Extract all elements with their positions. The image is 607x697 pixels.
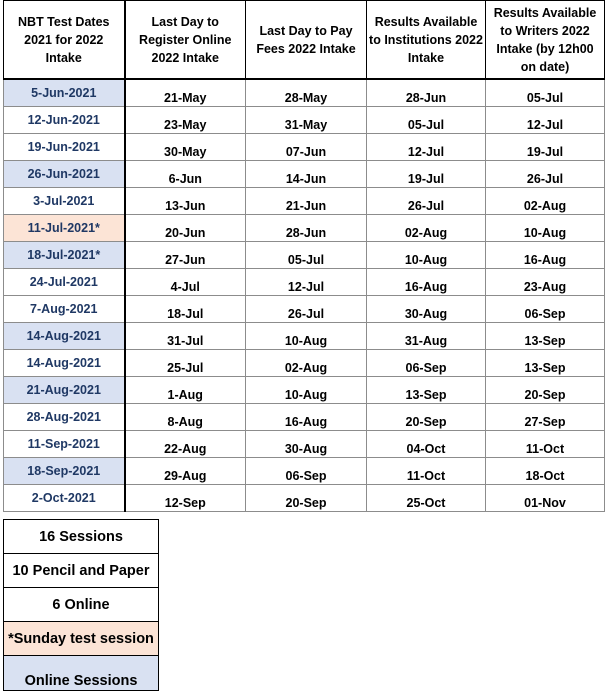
table-row bbox=[4, 161, 605, 188]
test-date: 19-Jun-2021 bbox=[4, 134, 125, 161]
institutions-date: 06-Sep bbox=[367, 350, 486, 377]
test-date: 18-Sep-2021 bbox=[4, 458, 125, 485]
test-date: 28-Aug-2021 bbox=[4, 404, 125, 431]
institutions-date: 30-Aug bbox=[367, 296, 486, 323]
fees-date: 26-Jul bbox=[246, 296, 367, 323]
institutions-date: 20-Sep bbox=[367, 404, 486, 431]
register-date: 4-Jul bbox=[125, 269, 246, 296]
table-row bbox=[4, 350, 605, 377]
fees-date: 12-Jul bbox=[246, 269, 367, 296]
table-row bbox=[4, 296, 605, 323]
fees-date: 05-Jul bbox=[246, 242, 367, 269]
institutions-date: 25-Oct bbox=[367, 485, 486, 512]
register-date: 31-Jul bbox=[125, 323, 246, 350]
writers-date: 01-Nov bbox=[486, 485, 605, 512]
institutions-date: 11-Oct bbox=[367, 458, 486, 485]
writers-date: 19-Jul bbox=[486, 134, 605, 161]
legend-pencil-paper: 10 Pencil and Paper bbox=[4, 554, 159, 588]
test-date: 3-Jul-2021 bbox=[4, 188, 125, 215]
legend-sunday-session: *Sunday test session bbox=[4, 622, 159, 656]
fees-date: 31-May bbox=[246, 107, 367, 134]
fees-date: 30-Aug bbox=[246, 431, 367, 458]
institutions-date: 31-Aug bbox=[367, 323, 486, 350]
register-date: 6-Jun bbox=[125, 161, 246, 188]
register-date: 13-Jun bbox=[125, 188, 246, 215]
fees-date: 06-Sep bbox=[246, 458, 367, 485]
institutions-date: 26-Jul bbox=[367, 188, 486, 215]
table-row bbox=[4, 134, 605, 161]
table-row bbox=[4, 404, 605, 431]
writers-date: 27-Sep bbox=[486, 404, 605, 431]
writers-date: 13-Sep bbox=[486, 350, 605, 377]
fees-date: 16-Aug bbox=[246, 404, 367, 431]
fees-date: 02-Aug bbox=[246, 350, 367, 377]
register-date: 25-Jul bbox=[125, 350, 246, 377]
header-pay-fees: Last Day to Pay Fees 2022 Intake bbox=[246, 1, 367, 80]
fees-date: 07-Jun bbox=[246, 134, 367, 161]
register-date: 22-Aug bbox=[125, 431, 246, 458]
institutions-date: 10-Aug bbox=[367, 242, 486, 269]
header-results-institutions: Results Available to Institutions 2022 Intake bbox=[367, 1, 486, 80]
session-legend bbox=[3, 519, 159, 691]
table-row bbox=[4, 458, 605, 485]
legend-total-sessions: 16 Sessions bbox=[4, 520, 159, 554]
register-date: 12-Sep bbox=[125, 485, 246, 512]
test-date: 11-Sep-2021 bbox=[4, 431, 125, 458]
header-test-dates: NBT Test Dates 2021 for 2022 Intake bbox=[4, 1, 125, 80]
table-row bbox=[4, 377, 605, 404]
header-results-writers: Results Available to Writers 2022 Intake (by 12h00 on date) bbox=[486, 1, 605, 80]
fees-date: 21-Jun bbox=[246, 188, 367, 215]
register-date: 20-Jun bbox=[125, 215, 246, 242]
writers-date: 13-Sep bbox=[486, 323, 605, 350]
institutions-date: 13-Sep bbox=[367, 377, 486, 404]
table-row bbox=[4, 79, 605, 107]
institutions-date: 28-Jun bbox=[367, 79, 486, 107]
table-row bbox=[4, 215, 605, 242]
writers-date: 16-Aug bbox=[486, 242, 605, 269]
test-date: 26-Jun-2021 bbox=[4, 161, 125, 188]
writers-date: 05-Jul bbox=[486, 79, 605, 107]
nbt-schedule-table bbox=[3, 0, 605, 512]
register-date: 21-May bbox=[125, 79, 246, 107]
institutions-date: 19-Jul bbox=[367, 161, 486, 188]
institutions-date: 05-Jul bbox=[367, 107, 486, 134]
writers-date: 18-Oct bbox=[486, 458, 605, 485]
writers-date: 23-Aug bbox=[486, 269, 605, 296]
legend-online-sessions: Online Sessions bbox=[4, 656, 159, 691]
writers-date: 02-Aug bbox=[486, 188, 605, 215]
header-register-online: Last Day to Register Online 2022 Intake bbox=[125, 1, 246, 80]
test-date: 7-Aug-2021 bbox=[4, 296, 125, 323]
writers-date: 26-Jul bbox=[486, 161, 605, 188]
institutions-date: 16-Aug bbox=[367, 269, 486, 296]
fees-date: 14-Jun bbox=[246, 161, 367, 188]
test-date: 18-Jul-2021* bbox=[4, 242, 125, 269]
institutions-date: 02-Aug bbox=[367, 215, 486, 242]
test-date: 14-Aug-2021 bbox=[4, 350, 125, 377]
writers-date: 06-Sep bbox=[486, 296, 605, 323]
test-date: 24-Jul-2021 bbox=[4, 269, 125, 296]
table-row bbox=[4, 485, 605, 512]
table-row bbox=[4, 188, 605, 215]
test-date: 12-Jun-2021 bbox=[4, 107, 125, 134]
table-row bbox=[4, 242, 605, 269]
institutions-date: 04-Oct bbox=[367, 431, 486, 458]
table-row bbox=[4, 431, 605, 458]
register-date: 29-Aug bbox=[125, 458, 246, 485]
header-row bbox=[4, 1, 605, 80]
register-date: 1-Aug bbox=[125, 377, 246, 404]
writers-date: 20-Sep bbox=[486, 377, 605, 404]
register-date: 27-Jun bbox=[125, 242, 246, 269]
fees-date: 28-Jun bbox=[246, 215, 367, 242]
register-date: 8-Aug bbox=[125, 404, 246, 431]
table-row bbox=[4, 269, 605, 296]
test-date: 21-Aug-2021 bbox=[4, 377, 125, 404]
writers-date: 12-Jul bbox=[486, 107, 605, 134]
test-date: 14-Aug-2021 bbox=[4, 323, 125, 350]
table-row bbox=[4, 107, 605, 134]
fees-date: 10-Aug bbox=[246, 377, 367, 404]
institutions-date: 12-Jul bbox=[367, 134, 486, 161]
fees-date: 20-Sep bbox=[246, 485, 367, 512]
register-date: 18-Jul bbox=[125, 296, 246, 323]
writers-date: 11-Oct bbox=[486, 431, 605, 458]
test-date: 11-Jul-2021* bbox=[4, 215, 125, 242]
writers-date: 10-Aug bbox=[486, 215, 605, 242]
test-date: 5-Jun-2021 bbox=[4, 79, 125, 107]
table-row bbox=[4, 323, 605, 350]
test-date: 2-Oct-2021 bbox=[4, 485, 125, 512]
fees-date: 28-May bbox=[246, 79, 367, 107]
fees-date: 10-Aug bbox=[246, 323, 367, 350]
legend-online-count: 6 Online bbox=[4, 588, 159, 622]
register-date: 30-May bbox=[125, 134, 246, 161]
register-date: 23-May bbox=[125, 107, 246, 134]
